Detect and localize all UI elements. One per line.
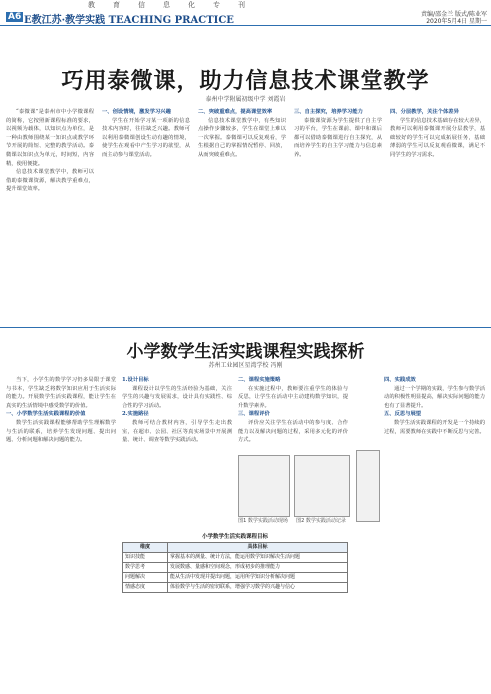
figure-photo-1 (238, 455, 290, 517)
paragraph: 当下，小学生的数学学习仍多局限于课堂与书本，学生缺乏将数学知识应用于生活实际的能力。开展数学生活实践课程，能让学生在真实的生活情境中感受数学的价值。 (6, 377, 116, 409)
edition-info (421, 11, 487, 25)
table-header-cell: 维度 (123, 543, 168, 553)
article1-column-1 (6, 108, 94, 322)
table-header-row (123, 543, 348, 553)
paragraph: 学生的信息技术基础存在较大差异，教师可以利用泰微课开展分层教学，基础较好的学生可以完成拓展任务，基础薄弱的学生可以反复观看微课，满足不同学生的学习需求。 (390, 117, 485, 158)
paragraph: 通过一个学期的实践，学生参与数学活动的积极性明显提高，解决实际问题的能力也有了显著提升。 (384, 385, 485, 409)
paragraph: 评价应关注学生在活动中的参与度、合作能力以及解决问题的过程，采用多元化的评价方式。 (238, 419, 348, 444)
table-cell: 情感态度 (123, 583, 168, 593)
masthead (0, 11, 491, 26)
paragraph: 泰微课资源为学生提供了自主学习的平台，学生在课前、课中和课后都可以借助泰微课进行自主探究，从而培养学生的自主学习能力与信息素养。 (294, 117, 382, 158)
table-row (123, 583, 348, 593)
subheading: 三、自主探究，培养学习能力 (294, 109, 363, 115)
date-line: 2020年5月4日 星期一 (426, 18, 487, 25)
article1-column-4 (294, 108, 382, 322)
section-title: E教江苏·教学实践 TEACHING PRACTICE (24, 15, 234, 26)
figure-photo-2 (294, 455, 350, 517)
subheading: 五、反思与展望 (384, 411, 422, 418)
subheading: 一、小学数学生活实践课程的价值 (6, 411, 86, 418)
article2-column-1 (6, 376, 116, 688)
paragraph: 信息技术课堂教学中，有些知识点操作步骤较多，学生在课堂上难以一次掌握。泰微课可以反复观看，学生根据自己的掌握情况暂停、回放，从而突破重难点。 (198, 117, 286, 158)
subheading: 二、课程实施策略 (238, 377, 281, 383)
paragraph: 数学生活实践课程的开发是一个持续的过程，需要教师在实践中不断反思与完善。 (384, 419, 485, 435)
paragraph: 教师可结合教材内容，引导学生走出教室，在超市、公园、社区等真实场景中开展测量、统计、调查等数学实践活动。 (122, 419, 232, 444)
subheading: 三、课程评价 (238, 411, 270, 418)
article1-byline: 泰州中学附属初级中学 刘霞岩 (205, 96, 286, 103)
figure-1-caption: 图1 数学实践活动现场 (238, 518, 288, 524)
paragraph: 学生在开始学习某一项新的信息技术内容时，往往缺乏兴趣。教师可以利用泰微课创设生动有趣的情境，使学生在观看中产生学习的欲望，从而主动参与课堂活动。 (102, 117, 190, 158)
table-cell: 问题解决 (123, 573, 168, 583)
subheading: 四、分层教学，关注个体差异 (390, 109, 459, 115)
subheading: 二、突破重难点，提高课堂效率 (198, 109, 273, 115)
figure-1-image (356, 450, 380, 522)
paragraph: 课程设计以学生的生活经验为基础，关注学生的兴趣与发展需求，设计具有实践性、综合性的学习活动。 (122, 385, 232, 409)
subheading: 一、创设情境，激发学习兴趣 (102, 109, 171, 115)
table-row (123, 573, 348, 583)
article2-title: 小学数学生活实践课程实践探析 (126, 342, 365, 362)
page-number-badge: A6 (8, 12, 22, 22)
table-cell: 掌握基本的测量、统计方法，能运用数学知识解决生活问题 (168, 553, 348, 563)
table-header-cell: 具体目标 (168, 543, 348, 553)
article1-column-5 (390, 108, 485, 322)
article2-byline: 苏州工业园区星湾学校 冯刚 (208, 362, 283, 369)
editor-line: 责编/邵金兰 版式/陈业军 (421, 11, 487, 18)
article1-column-3 (198, 108, 286, 322)
table-cell: 能从生活中发现并提出问题，运用所学知识分析解决问题 (168, 573, 348, 583)
paragraph: 数学生活实践课程能够帮助学生理解数学与生活的联系，培养学生发现问题、提出问题、分析问题和解决问题的能力。 (6, 419, 116, 444)
table-caption: 小学数学生活实践课程目标 (201, 534, 268, 540)
table-row (123, 563, 348, 573)
article2-column-2 (122, 376, 232, 526)
article1-title: 巧用泰微课，助力信息技术课堂教学 (61, 69, 430, 94)
article-divider (0, 327, 491, 328)
table-cell: 发展数感、量感和空间观念，形成初步的推理能力 (168, 563, 348, 573)
paragraph: 在实施过程中，教师要注重学生的体验与反思，让学生在活动中主动建构数学知识，提升数学素养。 (238, 385, 348, 409)
subheading: 四、实践成效 (384, 377, 416, 383)
subheading: 2.实施路径 (122, 411, 149, 418)
top-band (0, 0, 491, 11)
table-cell: 知识技能 (123, 553, 168, 563)
top-band-text: 教育信息化专刊 (88, 1, 263, 9)
figure-2-caption: 图2 数学实践活动记录 (296, 518, 346, 524)
course-goal-table (122, 532, 348, 593)
paragraph: 信息技术课堂教学中，教师可以借助泰微课资源，解决教学重难点，提升课堂效率。 (6, 169, 94, 193)
subheading: 1.设计目标 (122, 377, 149, 383)
paragraph: “泰微课”是泰州市中小学微课程的简称，它按照新课程标准的要求，以视频为载体，以知识点为单位，是一种由教师围绕某一知识点或教学环节开展的简短、完整的教学活动。泰微课以知识点为单元，时间短，内容精，使用便捷。 (6, 109, 94, 167)
table-cell: 体验数学与生活的密切联系，增强学习数学的兴趣与信心 (168, 583, 348, 593)
figure-spacer (356, 523, 378, 531)
article2-column-4 (384, 376, 485, 688)
table-row (123, 553, 348, 563)
table-cell: 数学思考 (123, 563, 168, 573)
article1-column-2 (102, 108, 190, 322)
